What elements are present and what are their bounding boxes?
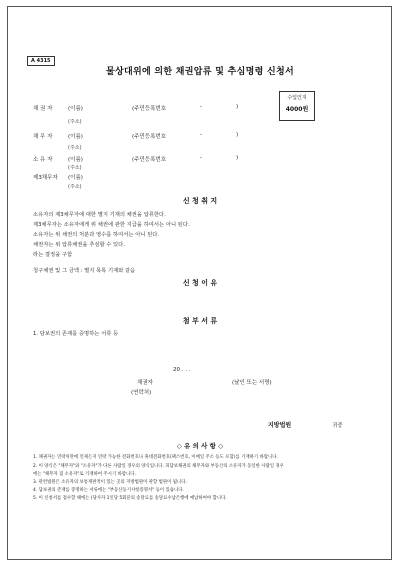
- purpose-line: 제3채무자는 소유자에게 위 채권에 관한 지급을 하여서는 아니 된다.: [33, 222, 190, 228]
- debtor-label: 채 무 자: [33, 134, 53, 140]
- creditor-rrn-close: ): [236, 104, 239, 110]
- notice-item: 5. 이 신청서를 접수할 때에는 (당사자 1인당 5회분의 송달료를 송달료수납은행에 예납하여야 합니다.: [33, 496, 227, 501]
- notice-heading: ◇ 유 의 사 항 ◇: [176, 442, 224, 450]
- attachment-item: 1. 담보권의 존재를 증명하는 서류 등: [33, 331, 119, 337]
- court-name: 지방법원: [268, 422, 292, 429]
- debtor-rrn-close: ): [236, 132, 239, 138]
- purpose-line: 라는 결정을 구함: [33, 252, 73, 258]
- notice-item: 3. 관련법원은 소유자의 보통재판적이 있는 곳의 지방법원이 관할 법원이 됩니다.: [33, 480, 187, 485]
- owner-rrn-dash: -: [200, 155, 202, 161]
- creditor-label: 채 권 자: [33, 106, 53, 112]
- attachments-heading: 첨 부 서 류: [182, 317, 218, 325]
- notice-item: 4. 담보권의 존재를 증명하는 서류에는 "부동산등기사항증명서" 등이 있습니다.: [33, 488, 184, 493]
- debtor-address[interactable]: (주소): [68, 145, 82, 151]
- third-debtor-address[interactable]: (주소): [68, 184, 82, 190]
- third-debtor-name[interactable]: (이름): [68, 175, 83, 181]
- creditor-rrn-dash: -: [200, 104, 202, 110]
- purpose-line: 소유자는 위 채권의 처분과 영수를 하여서는 아니 된다.: [33, 232, 160, 238]
- form-code: A 4315: [27, 56, 55, 66]
- reason-heading: 신 청 이 유: [182, 279, 218, 287]
- owner-name[interactable]: (이름): [68, 157, 83, 163]
- contact-label[interactable]: (연락처): [131, 390, 152, 396]
- owner-rrn-close: ): [236, 155, 239, 161]
- signature-creditor-label: 채권자: [137, 380, 153, 386]
- purpose-line: 채권자는 위 압류채권을 추심할 수 있다.: [33, 242, 125, 248]
- notice-item: 에는 "채무자 겸 소유자"로 기재하여 주시기 바랍니다.: [33, 472, 136, 477]
- notice-item: 2. 이 양식은 "채무자"와 "소유자"가 다른 사람일 경우의 양식입니다. 피담보채권의 채무자와 부동산의 소유자가 동일한 사람일 경우: [33, 464, 284, 469]
- revenue-stamp-box: [279, 91, 315, 121]
- seal-or-signature[interactable]: (날인 또는 서명): [232, 380, 272, 386]
- owner-label: 소 유 자: [33, 157, 53, 163]
- owner-rrn-label: (주민등록번호: [132, 157, 167, 163]
- creditor-address[interactable]: (주소): [68, 119, 82, 125]
- creditor-rrn-label: (주민등록번호: [132, 106, 167, 112]
- date-line[interactable]: 20 . . .: [173, 367, 191, 373]
- document-title: 물상대위에 의한 채권압류 및 추심명령 신청서: [105, 67, 295, 77]
- debtor-rrn-dash: -: [200, 132, 202, 138]
- court-suffix: 귀중: [332, 423, 343, 429]
- third-debtor-label: 제3채무자: [33, 175, 58, 181]
- purpose-heading: 신 청 취 지: [182, 197, 218, 205]
- notice-item: 1. 채권자는 연락처란에 언제든지 연락 가능한 전화번호나 휴대전화번호(팩스번호, 이메일 주소 등도 포함)를 기재하기 바랍니다.: [33, 455, 278, 460]
- owner-address[interactable]: (주소): [68, 165, 82, 171]
- debtor-rrn-label: (주민등록번호: [132, 134, 167, 140]
- creditor-name[interactable]: (이름): [68, 106, 83, 112]
- stamp-label: 수입인지: [287, 95, 307, 101]
- debtor-name[interactable]: (이름): [68, 134, 83, 140]
- claim-line: 청구채권 및 그 금액 : 별지 목록 기재와 같음: [33, 268, 136, 274]
- stamp-fee: 4000원: [285, 106, 309, 113]
- purpose-line: 소유자의 제3채무자에 대한 별지 기재의 채권을 압류한다.: [33, 212, 166, 218]
